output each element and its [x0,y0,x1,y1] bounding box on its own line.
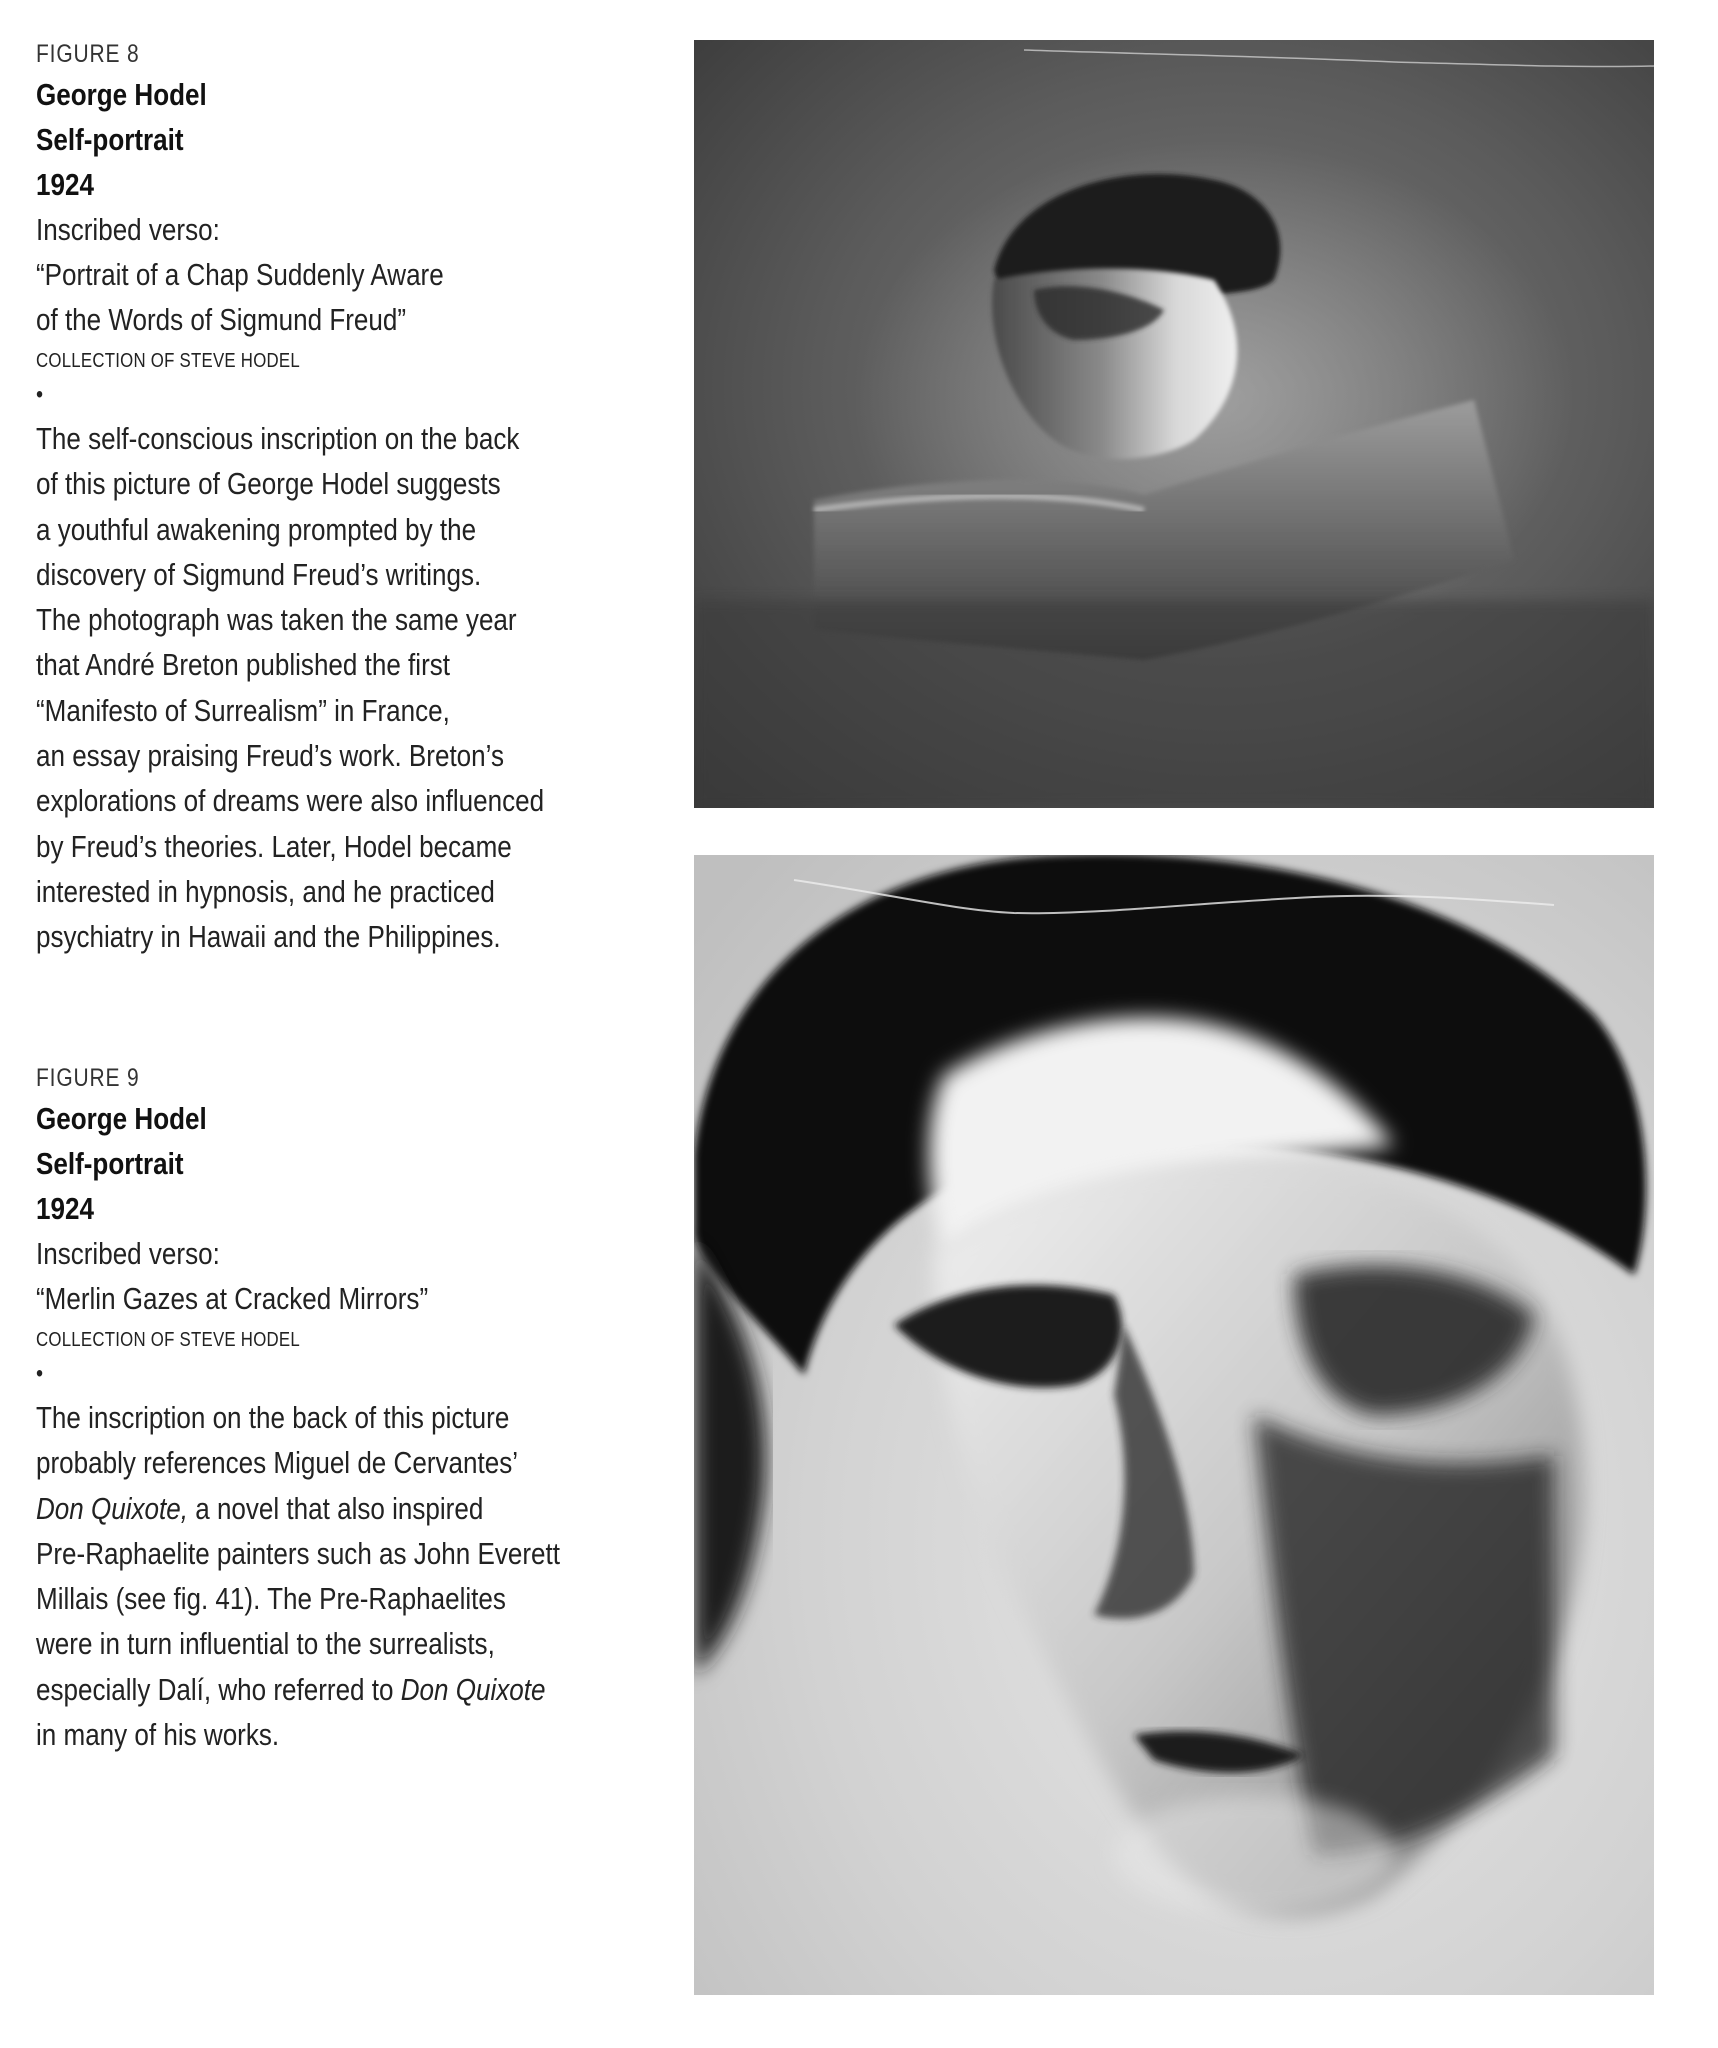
figure-9-caption [36,1060,596,1757]
description-line: The inscription on the back of this picture [36,1400,510,1435]
description-line: that André Breton published the first [36,647,451,683]
figure-9-photograph [694,855,1654,1995]
description-line: psychiatry in Hawaii and the Philippines. [36,919,501,955]
description-line: probably references Miguel de Cervantes’ [36,1445,519,1481]
portrait-photo-icon [694,40,1654,808]
description-line: were in turn influential to the surrealists, [36,1626,495,1662]
description-line: by Freud’s theories. Later, Hodel became [36,828,512,864]
description-line: interested in hypnosis, and he practiced [36,873,495,909]
inscription-label: Inscribed verso: [36,212,220,247]
description-line [36,1667,546,1712]
description-line: The photograph was taken the same year [36,602,517,638]
figure-label: FIGURE 9 [36,1064,140,1092]
description-text [36,416,596,960]
artwork-title: Self-portrait [36,1146,184,1181]
italic-book-title: Don Quixote [400,1671,546,1707]
description-line: “Manifesto of Surrealism” in France, [36,692,450,728]
description-line: of this picture of George Hodel suggests [36,466,501,502]
description-line: in many of his works. [36,1717,280,1753]
description-line: Millais (see fig. 41). The Pre-Raphaelites [36,1581,506,1617]
bullet-separator: • [36,381,44,408]
inscription-label: Inscribed verso: [36,1236,220,1271]
italic-book-title: Don Quixote, [36,1490,188,1526]
inscription-line: of the Words of Sigmund Freud” [36,302,407,337]
description-fragment: especially Dalí, who referred to [36,1671,394,1707]
inscription-line: “Portrait of a Chap Suddenly Aware [36,257,444,292]
collection-credit: COLLECTION OF STEVE HODEL [36,1329,300,1351]
bullet-separator: • [36,1360,44,1387]
artist-name: George Hodel [36,1101,207,1136]
description-line: explorations of dreams were also influenced [36,783,545,819]
inscription-line: “Merlin Gazes at Cracked Mirrors” [36,1281,429,1316]
artist-name: George Hodel [36,77,207,112]
description-fragment: a novel that also inspired [195,1490,484,1526]
description-text [36,1395,596,1757]
artwork-year: 1924 [36,167,94,202]
description-line: Pre-Raphaelite painters such as John Everett [36,1535,560,1571]
collection-credit: COLLECTION OF STEVE HODEL [36,350,300,372]
description-line: The self-conscious inscription on the back [36,421,520,456]
description-line: an essay praising Freud’s work. Breton’s [36,738,504,774]
figure-8-caption [36,36,596,960]
portrait-photo-icon [694,855,1654,1995]
artwork-year: 1924 [36,1191,94,1226]
description-line: discovery of Sigmund Freud’s writings. [36,556,482,592]
figure-label: FIGURE 8 [36,40,140,68]
artwork-title: Self-portrait [36,122,184,157]
description-line [36,1486,506,1531]
figure-8-photograph [694,40,1654,808]
description-line: a youthful awakening prompted by the [36,511,477,547]
